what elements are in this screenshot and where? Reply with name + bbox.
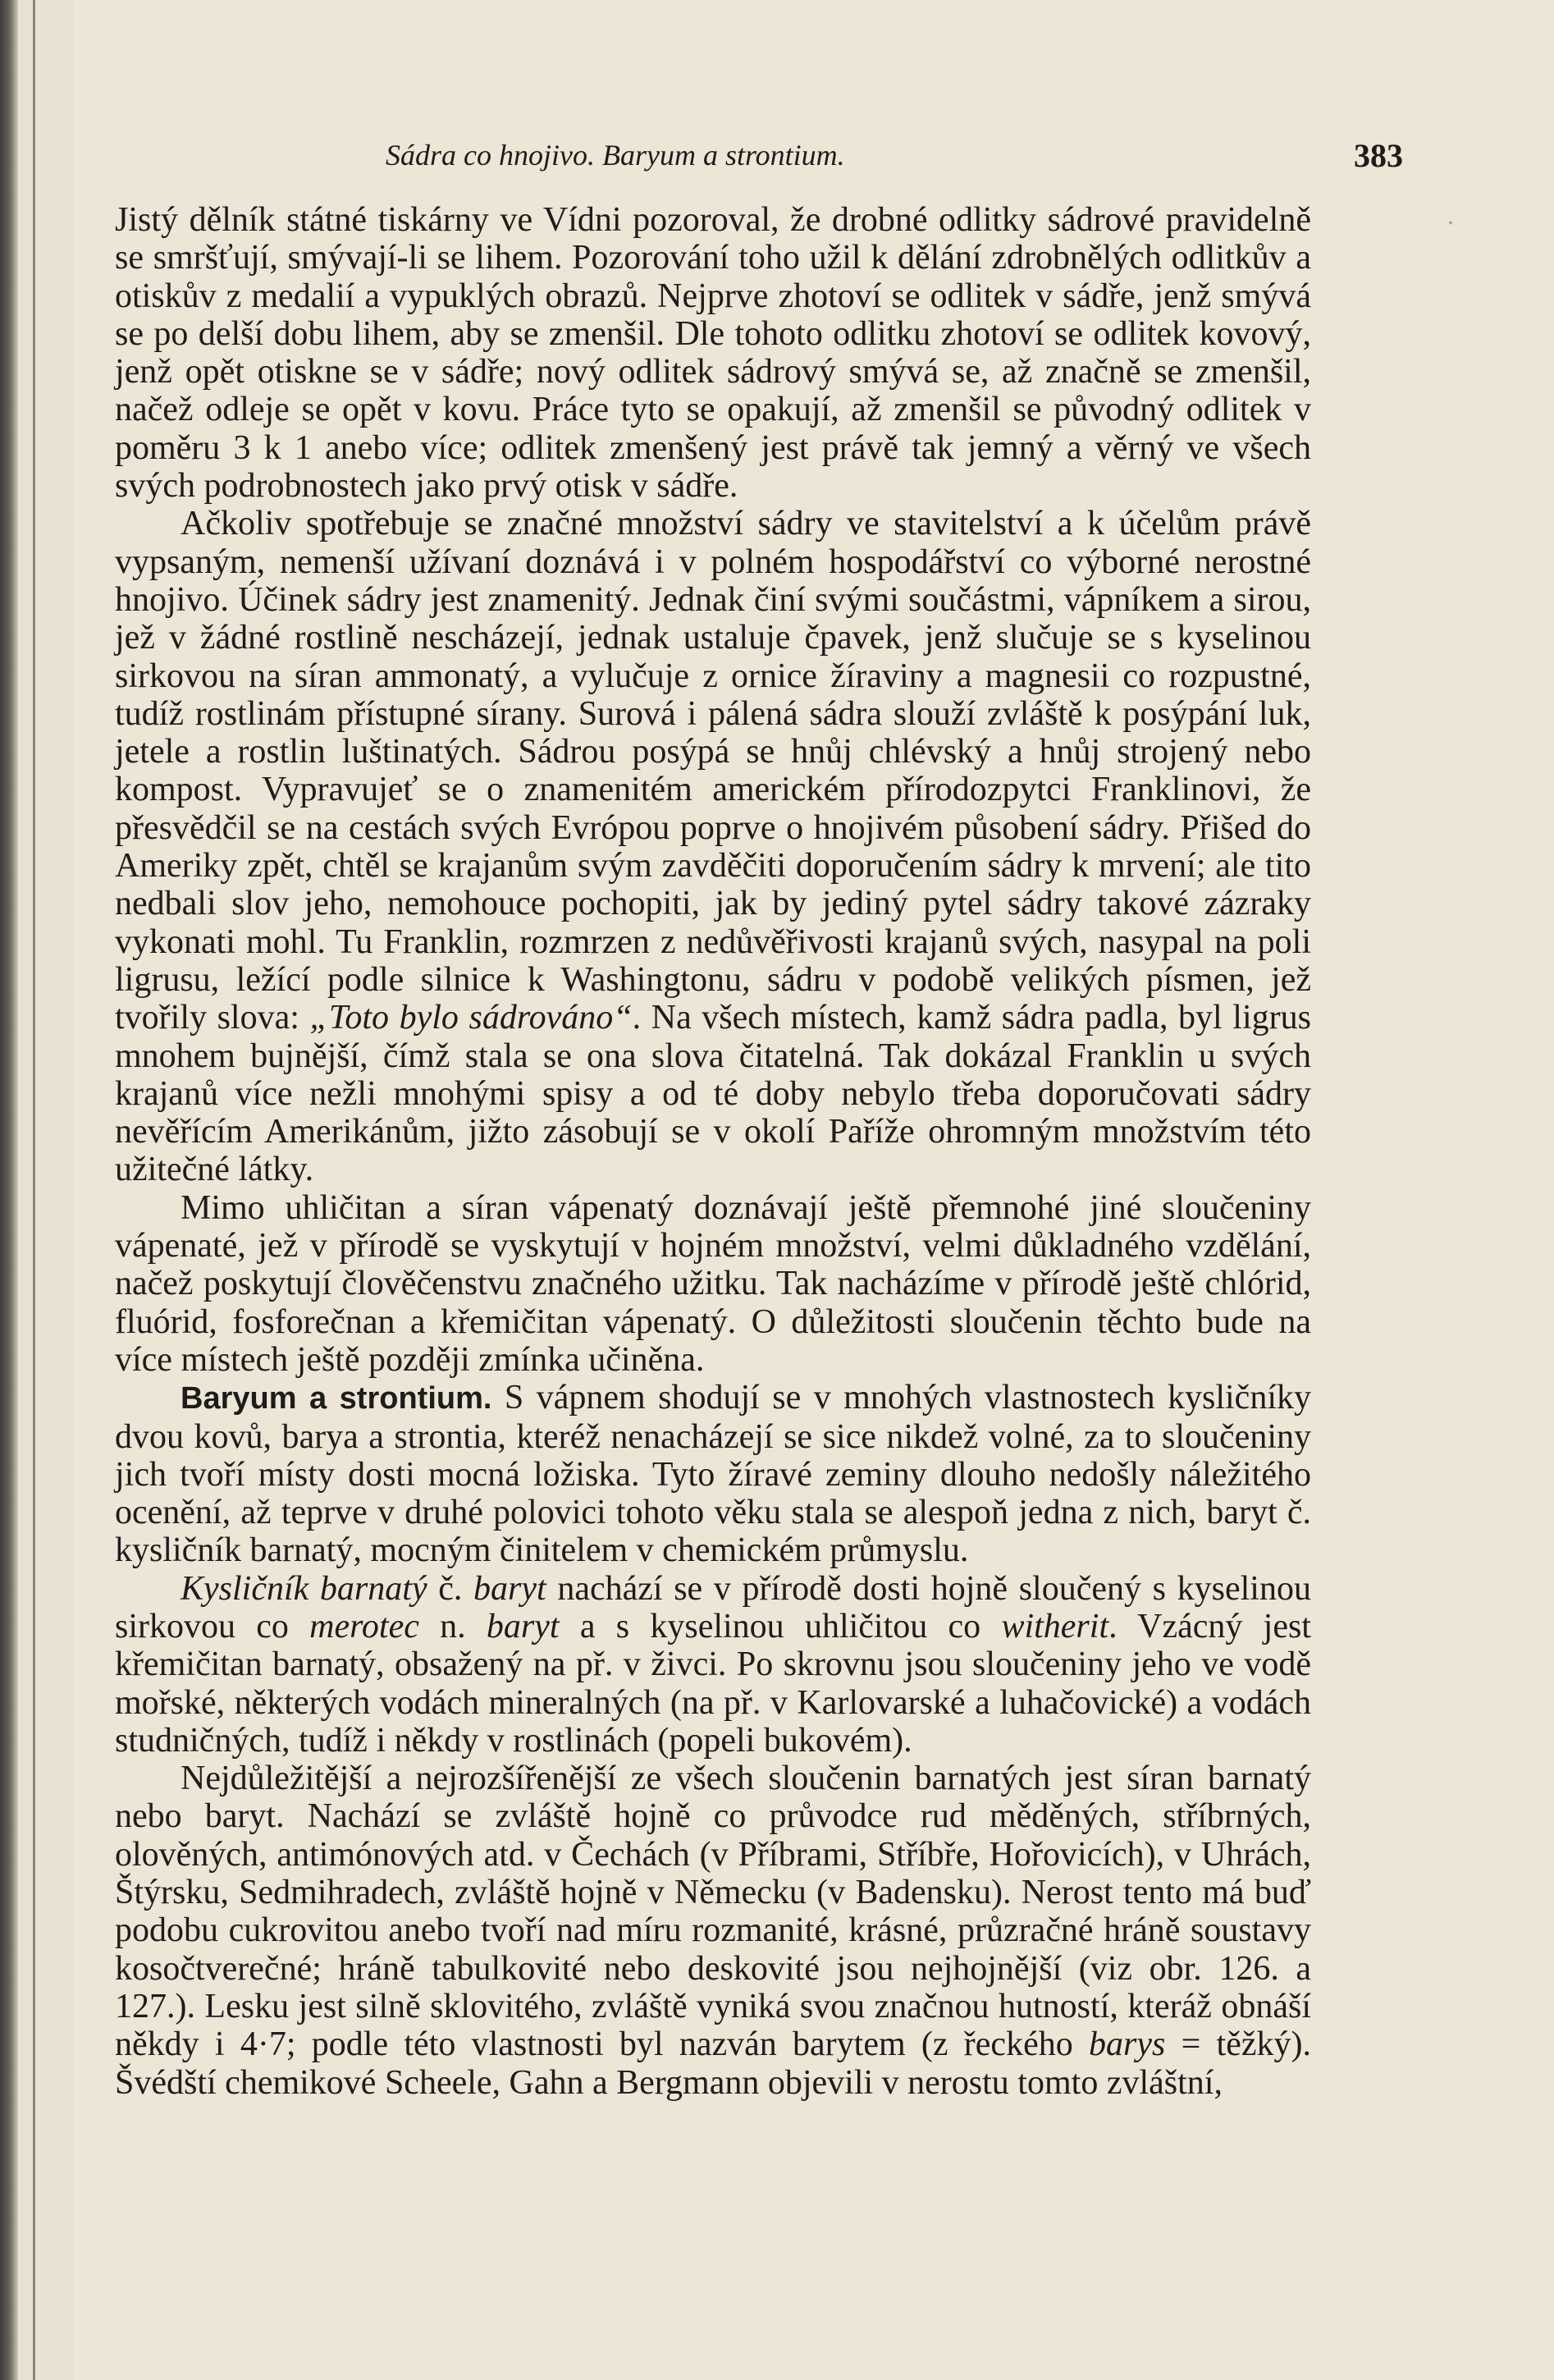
paragraph-4 — [115, 1379, 1311, 1569]
paragraph-2-text-a: Ačkoliv spotřebuje se značné množství sádry ve stavitelství a k účelům právě vypsaným, nemenší užívaní doznává i v polném hospodářství co výborné nerostné hnojivo. Účinek sádry jest znamenitý. Jednak činí svými součástmi, vápníkem a sirou, jež v žádné rostlině nescházejí, jednak ustaluje čpavek, jenž slučuje se s kyselinou sirkovou na síran ammonatý, a vylučuje z ornice žíraviny a magnesii co rozpustné, tudíž rostlinám přístupné sírany. Surová i pálená sádra slouží zvláště k posýpání luk, jetele a rostlin luštinatých. Sádrou posýpá se hnůj chlévský a hnůj strojený nebo kompost. Vypravujeť se o znamenitém americkém přírodozpytci Franklinovi, že přesvědčil se na cestách svých Evrópou poprve o hnojivém působení sádry. Přišed do Ameriky zpět, chtěl se krajanům svým zavděčiti doporučením sádry k mrvení; ale tito nedbali slov jeho, nemohouce pochopiti, jak by jediný pytel sádry takové zázraky vykonati mohl. Tu Franklin, rozmrzen z nedůvěřivosti krajanů svých, nasypal na poli ligrusu, ležící podle silnice k Washingtonu, sádru v podobě velikých písmen, jež tvořily slova: — [115, 505, 1311, 1037]
term-witherit: witherit — [1001, 1607, 1109, 1645]
paper-mark: ⸱ — [1447, 210, 1455, 237]
running-title: Sádra co hnojivo. Baryum a strontium. — [386, 139, 845, 172]
body-text — [115, 201, 1311, 2102]
term-merotec: merotec — [309, 1607, 419, 1645]
paragraph-5-text-d: a s kyselinou uhličitou co — [559, 1607, 1002, 1645]
quoted-phrase: „Toto bylo sádrováno“ — [309, 999, 633, 1037]
paragraph-5 — [115, 1570, 1311, 1760]
book-binding-edge — [0, 0, 18, 2380]
paragraph-6-text-b: = těžký). Švédští chemikové Scheele, Gahn a Bergmann objevili v nerostu tomto zvláštní, — [115, 2025, 1311, 2102]
paragraph-3 — [115, 1189, 1311, 1379]
page-number: 383 — [1354, 137, 1403, 174]
running-header — [386, 131, 1403, 181]
paragraph-6-text-a: Nejdůležitější a nejrozšířenější ze všech sloučenin barnatých jest síran barnatý nebo baryt. Nachází se zvláště hojně co průvodce rud měděných, stříbrných, olověných, antimónových atd. v Čechách (v Příbrami, Stříbře, Hořovicích), v Uhrách, Štýrsku, Sedmihradech, zvláště hojně v Německu (v Badensku). Nerost tento má buď podobu cukrovitou anebo tvoří nad míru rozmanité, krásné, průzračné hráně soustavy kosočtverečné; hráně tabulkovité nebo deskovité jsou nejhojnější (viz obr. 126. a 127.). Lesku jest silně sklovitého, zvláště vyniká svou značnou hutností, kteráž obnáší někdy i 4·7; podle této vlastnosti byl nazván barytem (z řeckého — [115, 1760, 1311, 2064]
term-baryt: baryt — [473, 1569, 546, 1608]
paragraph-5-text-b: nachází se v přírodě dosti hojně sloučený s kyselinou sirkovou co — [115, 1569, 1311, 1645]
paragraph-4-text: S vápnem shodují se v mnohých vlastnostech kysličníky dvou kovů, barya a strontia, kteréž nenacházejí se sice nikdež volné, za to sloučeniny jich tvoří místy dosti mocná ložiska. Tyto žíravé zeminy dlouho nedošly náležitého ocenění, až teprve v druhé polovici tohoto věku stala se alespoň jedna z nich, baryt č. kysličník barnatý, mocným činitelem v chemickém průmyslu. — [115, 1379, 1311, 1570]
paragraph-6 — [115, 1760, 1311, 2102]
page-sheet — [74, 0, 1554, 2380]
paragraph-1 — [115, 201, 1311, 505]
binding-shadow-line — [33, 0, 35, 2380]
paragraph-3-text: Mimo uhličitan a síran vápenatý doznávají ještě přemnohé jiné sloučeniny vápenaté, jež v přírodě se vyskytují v hojném množství, velmi důkladného vzdělání, načež poskytují člověčenstvu značného užitku. Tak nacházíme v přírodě ještě chlórid, fluórid, fosforečnan a křemičitan vápenatý. O důležitosti sloučenin těchto bude na více místech ještě později zmínka učiněna. — [115, 1188, 1311, 1379]
term-kyslicnik-barnaty: Kysličník barnatý — [181, 1569, 427, 1608]
term-barys: barys — [1088, 2025, 1166, 2064]
section-heading-baryum-strontium: Baryum a strontium. — [181, 1381, 492, 1417]
paragraph-5-text-e: . Vzácný jest křemičitan barnatý, obsažený na př. v živci. Po skrovnu jsou sloučeniny jeho ve vodě mořské, některých vodách mineralných (na př. v Karlovarské a luhačovické) a vodách studničných, tudíž i někdy v rostlinách (popeli bukovém). — [115, 1607, 1311, 1760]
paragraph-2 — [115, 505, 1311, 1188]
paragraph-5-text-a: č. — [427, 1569, 474, 1608]
term-baryt-2: baryt — [486, 1607, 560, 1645]
paragraph-1-text: Jistý dělník státné tiskárny ve Vídni pozoroval, že drobné odlitky sádrové pravidelně se smršťují, smývají-li se lihem. Pozorování toho užil k dělání zdrobnělých odlitkův a otiskův z medalií a vypuklých obrazů. Nejprve zhotoví se odlitek v sádře, jenž smývá se po delší dobu lihem, aby se zmenšil. Dle tohoto odlitku zhotoví se odlitek kovový, jenž opět otiskne se v sádře; nový odlitek sádrový smývá se, až značně se zmenšil, načež odleje se opět v kovu. Práce tyto se opakují, až zmenšil se původný odlitek v poměru 3 k 1 anebo více; odlitek zmenšený jest právě tak jemný a věrný ve všech svých podrobnostech jako prvý otisk v sádře. — [115, 201, 1311, 506]
paragraph-5-text-c: n. — [418, 1607, 487, 1645]
paragraph-2-text-b: . Na všech místech, kamž sádra padla, byl ligrus mnohem bujnější, čímž stala se ona slova čitatelná. Tak dokázal Franklin u svých krajanů více nežli mnohými spisy a od té doby nebylo třeba doporučovati sádry nevěřícím Amerikánům, jižto zásobují se v okolí Paříže ohromným množstvím této užitečné látky. — [115, 999, 1311, 1189]
